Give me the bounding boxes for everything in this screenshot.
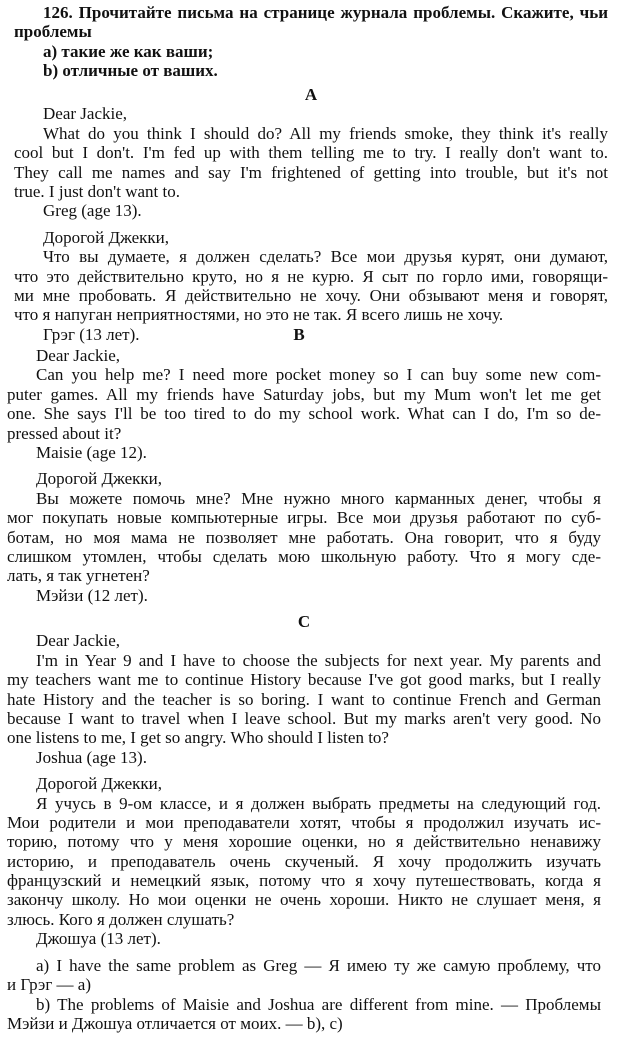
english-body-line: one. She says I'll be too tired to do my school work. What can I do, I'm so de- <box>7 404 601 424</box>
russian-body-line: злюсь. Кого я должен слушать? <box>7 909 235 929</box>
russian-body-line: что это действительно круто, но я не курю. Я сыт по горло ими, говорящи- <box>14 266 608 286</box>
letter-heading: A <box>304 85 318 104</box>
russian-body-line: ми мне пробовать. Я действительно не хочу. Они обзывают меня и говорят, <box>14 285 608 305</box>
russian-body-line: мог покупать новые компьютерные игры. Все мои друзья работают по суб- <box>7 508 601 528</box>
russian-greeting: Дорогой Джекки, <box>43 227 170 247</box>
english-body-line: Can you help me? I need more pocket money so I can buy some new com- <box>36 365 601 385</box>
english-body-line: They call me names and say I'm frightened of getting into trouble, but it's not <box>14 162 608 182</box>
letter-heading: C <box>297 612 311 631</box>
russian-body-line: слишком утомлен, чтобы сделать мою школьную работу. Что я могу сде- <box>7 546 601 566</box>
russian-body-line: историю, и преподаватель очень скученый. Я хочу продолжить изучать <box>7 851 601 871</box>
english-body-line: because I want to travel when I leave school. But my marks aren't very good. No <box>7 708 601 728</box>
english-greeting: Dear Jackie, <box>43 104 128 124</box>
russian-body-line: Я учусь в 9-ом классе, и я должен выбрать предметы на следующий год. <box>36 793 601 813</box>
letter-c <box>7 612 601 949</box>
russian-body-line: ботам, но моя мама не позволяет мне работать. Она говорит, что я буду <box>7 527 601 547</box>
letter-b <box>7 346 601 605</box>
russian-signature: Мэйзи (12 лет). <box>36 585 148 605</box>
task-option-a: а) такие же как ваши; <box>43 41 214 61</box>
english-body-line: I'm in Year 9 and I have to choose the subjects for next year. My parents and <box>36 650 601 670</box>
letter-a <box>14 85 608 344</box>
russian-greeting: Дорогой Джекки, <box>36 469 163 489</box>
russian-body-line: лать, я так угнетен? <box>7 566 150 586</box>
english-signature: Joshua (age 13). <box>36 747 147 767</box>
english-signature: Greg (age 13). <box>43 201 142 221</box>
answer-line: Мэйзи и Джошуа отличается от моих. — b), c) <box>7 1014 343 1034</box>
english-body-line: true. I just don't want to. <box>14 181 180 201</box>
english-body-line: What do you think I should do? All my friends smoke, they think it's really <box>43 123 608 143</box>
task-title-line: 126. Прочитайте письма на странице журнала проблемы. Скажите, чьи <box>43 3 608 22</box>
english-body-line: pressed about it? <box>7 423 122 443</box>
answer-line: a) I have the same problem as Greg — Я имею ту же самую проблему, что <box>36 956 601 975</box>
russian-signature: Джошуа (13 лет). <box>36 929 161 949</box>
english-greeting: Dear Jackie, <box>36 631 121 651</box>
answers <box>7 956 601 1034</box>
russian-body-line: Мои родители и мои преподаватели хотят, чтобы я продолжил изучать ис- <box>7 812 601 832</box>
russian-body-line: французский и немецкий язык, потому что я хочу путешествовать, когда я <box>7 871 601 891</box>
english-signature: Maisie (age 12). <box>36 442 147 462</box>
task-title-line: проблемы <box>14 22 92 42</box>
russian-signature: Грэг (13 лет). <box>43 324 140 344</box>
english-body-line: one listens to me, I get so angry. Who should I listen to? <box>7 728 389 748</box>
task-header <box>14 3 608 81</box>
task-option-b: b) отличные от ваших. <box>43 61 218 81</box>
russian-body-line: закончу школу. Но мои оценки не очень хороши. Никто не слушает меня, я <box>7 890 601 910</box>
english-greeting: Dear Jackie, <box>36 346 121 365</box>
letter-heading: B <box>293 324 305 344</box>
english-body-line: puter games. All my friends have Saturday jobs, but my Mum won't let me get <box>7 384 601 404</box>
english-body-line: my teachers want me to continue History because I've got good marks, but I really <box>7 670 601 690</box>
english-body-line: hate History and the teacher is so boring. I want to continue French and German <box>7 689 601 709</box>
russian-body-line: Вы можете помочь мне? Мне нужно много карманных денег, чтобы я <box>36 488 601 508</box>
english-body-line: cool but I don't. I'm fed up with them telling me to try. I really don't want to. <box>14 143 608 163</box>
answer-line: b) The problems of Maisie and Joshua are different from mine. — Проблемы <box>36 994 601 1014</box>
russian-body-line: что я напуган неприятностями, но это не так. Я всего лишь не хочу. <box>14 305 504 325</box>
answer-line: и Грэг — а) <box>7 975 92 995</box>
russian-greeting: Дорогой Джекки, <box>36 774 163 794</box>
russian-body-line: торию, потому что у меня хорошие оценки, но я действительно ненавижу <box>7 832 601 852</box>
signature-row <box>14 325 608 344</box>
russian-body-line: Что вы думаете, я должен сделать? Все мои друзья курят, они думают, <box>43 247 608 267</box>
